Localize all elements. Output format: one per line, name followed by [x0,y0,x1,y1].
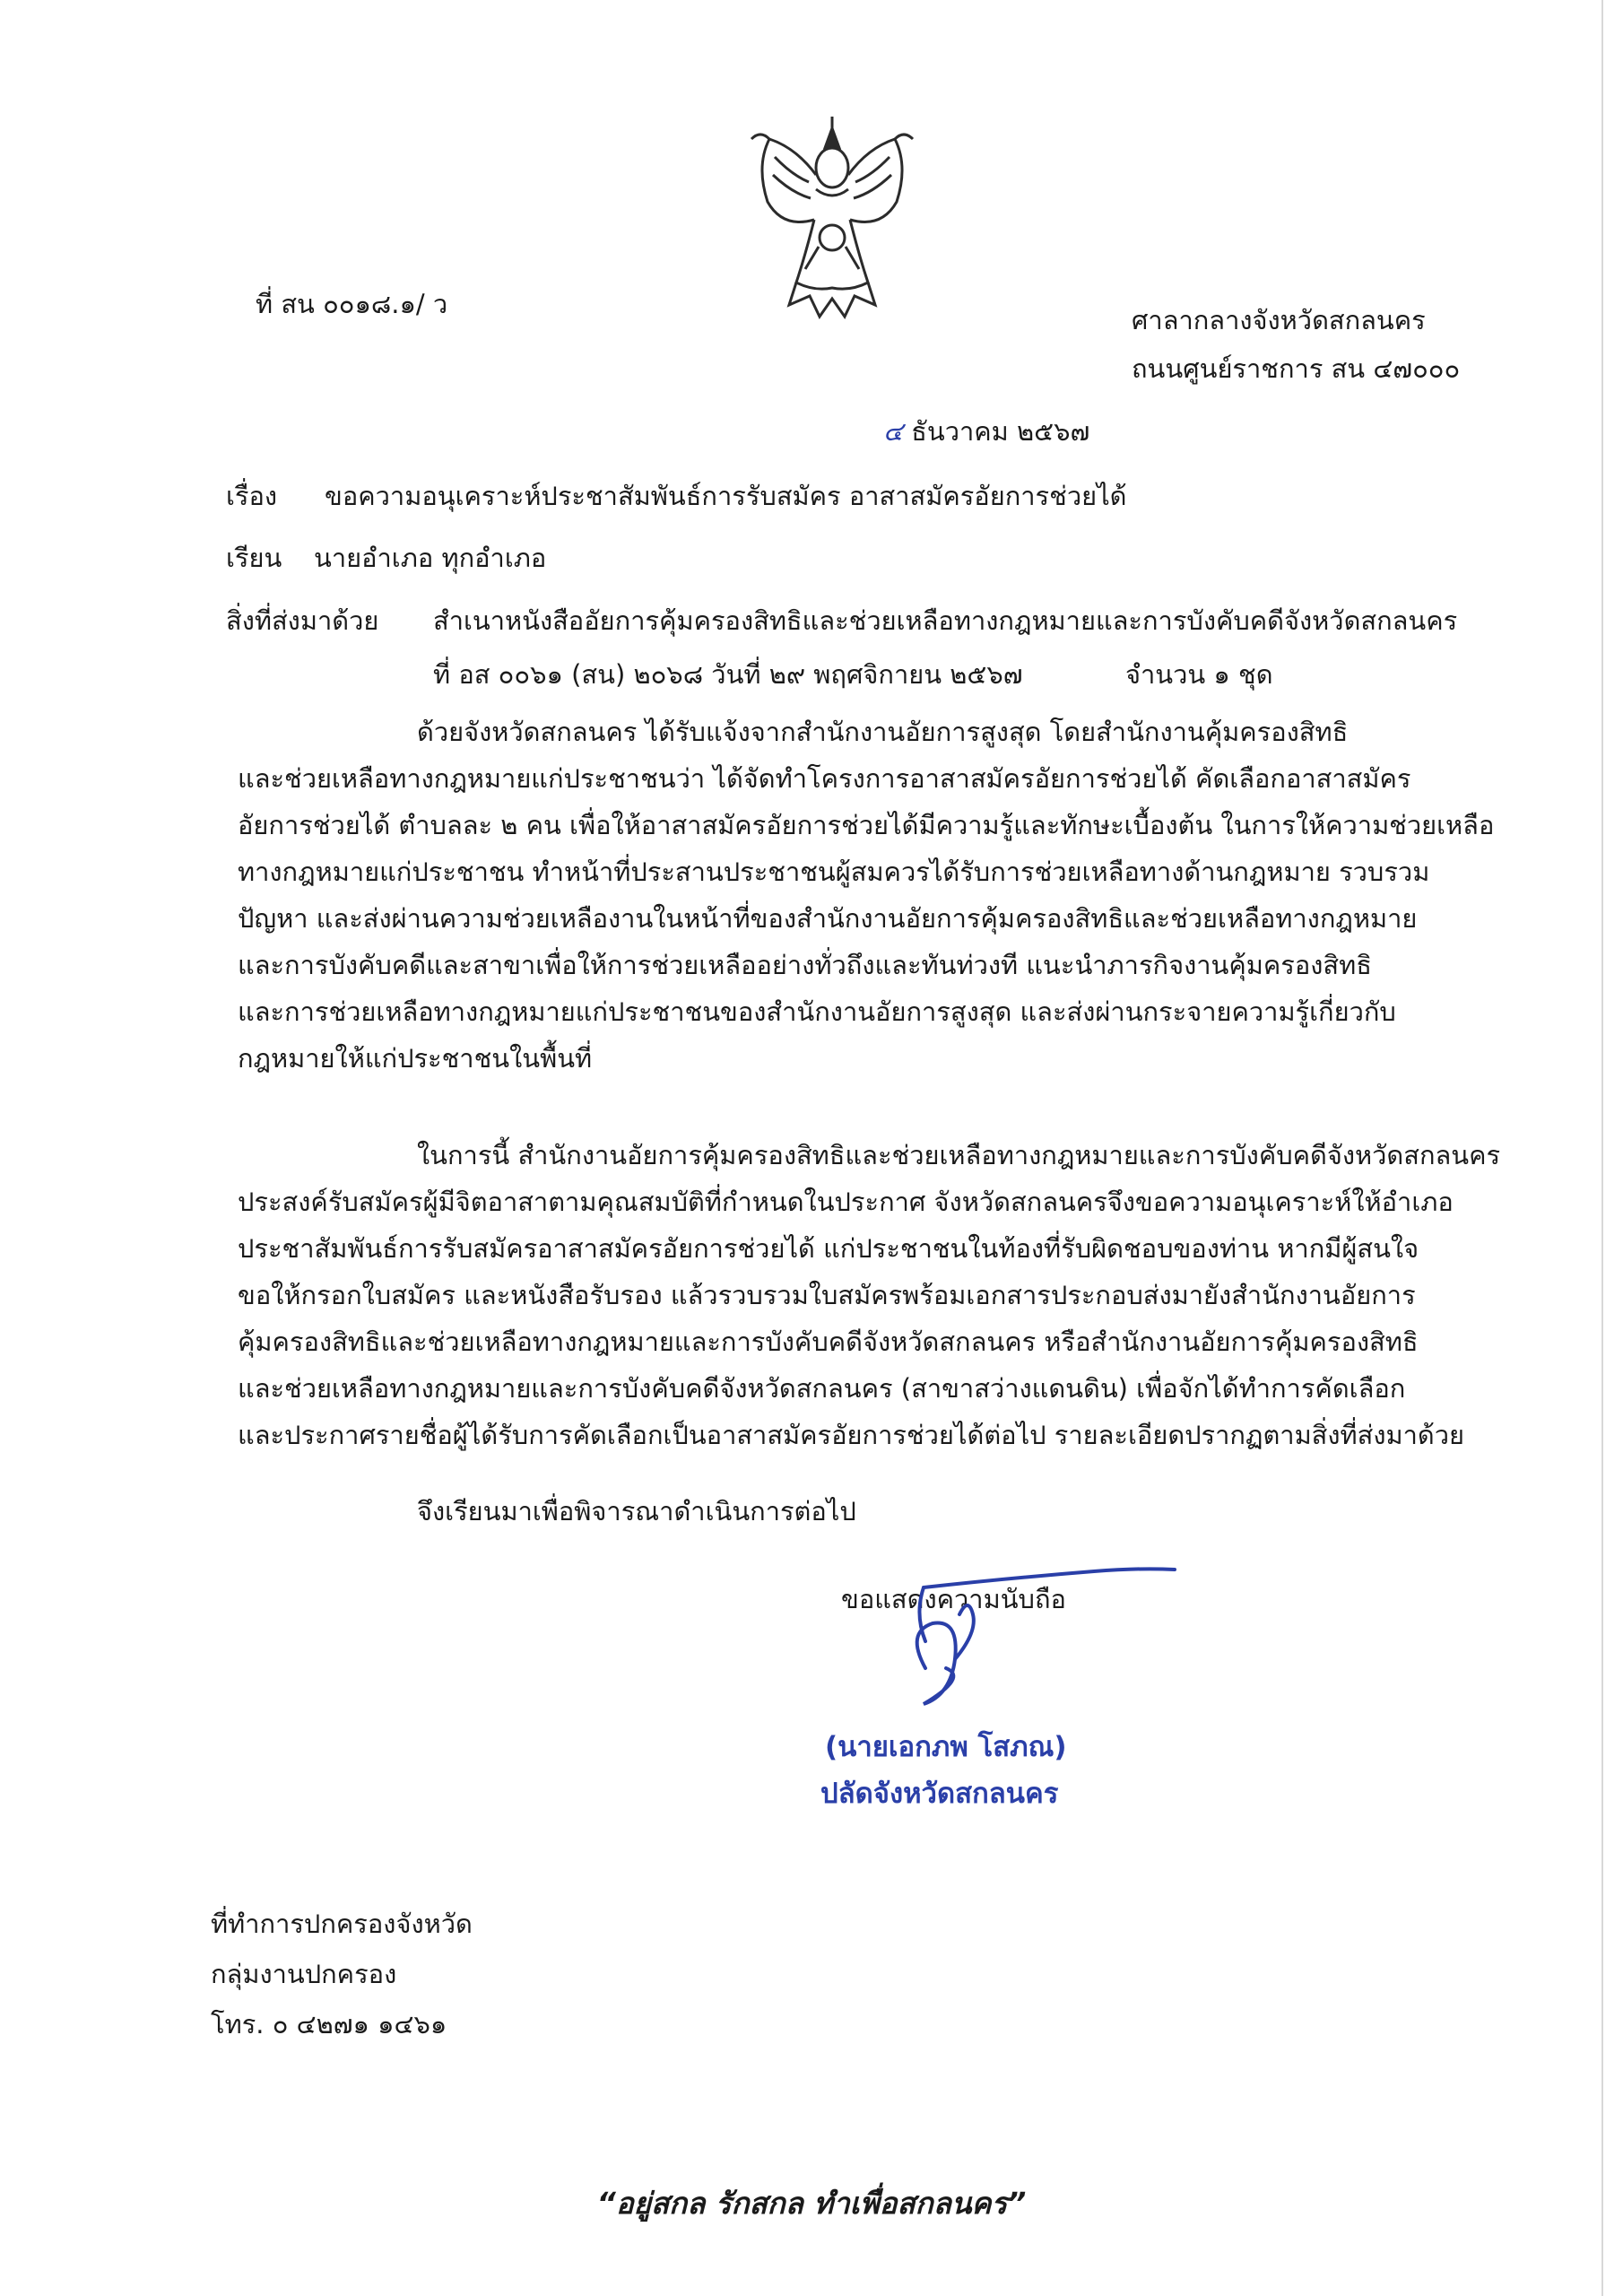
to-label: เรียน [226,543,282,573]
body-paragraph-1 [238,709,1494,1082]
sender-address-line1: ศาลากลางจังหวัดสกลนคร [1132,305,1426,335]
enclosure-line2: ที่ อส ๐๐๖๑ (สน) ๒๐๖๘ วันที่ ๒๙ พฤศจิกายน ๒๕๖๗ [433,659,1023,690]
closing-request: จึงเรียนมาเพื่อพิจารณาดำเนินการต่อไป [417,1496,856,1526]
paragraph-line: ประชาสัมพันธ์การรับสมัครอาสาสมัครอัยการช่วยได้ แก่ประชาชนในท้องที่รับผิดชอบของท่าน หากมีผู้สนใจ [238,1233,1419,1264]
body-paragraph-2 [238,1132,1500,1458]
signatory-name: (นายเอกภพ โสภณ) [825,1731,1067,1763]
paragraph-line: คุ้มครองสิทธิและช่วยเหลือทางกฎหมายและการบังคับคดีจังหวัดสกลนคร หรือสำนักงานอัยการคุ้มครองสิทธิ [238,1326,1419,1357]
enclosure-count: จำนวน ๑ ชุด [1125,659,1273,690]
signatory-title: ปลัดจังหวัดสกลนคร [820,1778,1059,1810]
paragraph-line: ด้วยจังหวัดสกลนคร ได้รับแจ้งจากสำนักงานอัยการสูงสุด โดยสำนักงานคุ้มครองสิทธิ [417,717,1349,747]
subject-text: ขอความอนุเคราะห์ประชาสัมพันธ์การรับสมัคร อาสาสมัครอัยการช่วยได้ [325,481,1127,511]
paragraph-line: อัยการช่วยได้ ตำบลละ ๒ คน เพื่อให้อาสาสมัครอัยการช่วยได้มีความรู้และทักษะเบื้องต้น ในการให้ความช่วยเหลือ [238,810,1495,840]
paragraph-line: ทางกฎหมายแก่ประชาชน ทำหน้าที่ประสานประชาชนผู้สมควรได้รับการช่วยเหลือทางด้านกฎหมาย รวบรวม [238,857,1430,887]
paragraph-line: ประสงค์รับสมัครผู้มีจิตอาสาตามคุณสมบัติที่กำหนดในประกาศ จังหวัดสกลนครจึงขอความอนุเคราะห์ให้อำเภอ [238,1187,1454,1217]
reference-number [256,289,447,320]
paragraph-line: และช่วยเหลือทางกฎหมายและการบังคับคดีจังหวัดสกลนคร (สาขาสว่างแดนดิน) เพื่อจักได้ทำการคัดเลือก [238,1373,1406,1404]
enclosure-label: สิ่งที่ส่งมาด้วย [226,605,379,636]
office-line1: ที่ทำการปกครองจังหวัด [211,1909,473,1939]
salutation: ขอแสดงความนับถือ [841,1584,1066,1614]
date-month-year: ธันวาคม ๒๕๖๗ [911,416,1090,447]
office-phone: โทร. ๐ ๔๒๗๑ ๑๔๖๑ [211,2009,447,2039]
garuda-emblem [742,112,922,336]
provincial-motto: “อยู่สกล รักสกล ทำเพื่อสกลนคร” [596,2186,1027,2221]
reference-printed: ที่ สน ๐๐๑๘.๑/ ว [256,289,448,319]
paragraph-line: และการช่วยเหลือทางกฎหมายแก่ประชาชนของสำนักงานอัยการสูงสุด และส่งผ่านกระจายความรู้เกี่ยวกับ [238,996,1396,1027]
subject-label: เรื่อง [226,481,278,511]
date-day-handwritten: ๔ [883,416,903,447]
paragraph-line: ขอให้กรอกใบสมัคร และหนังสือรับรอง แล้วรวบรวมใบสมัครพร้อมเอกสารประกอบส่งมายังสำนักงานอัยการ [238,1280,1416,1310]
enclosure-line1: สำเนาหนังสืออัยการคุ้มครองสิทธิและช่วยเหลือทางกฎหมายและการบังคับคดีจังหวัดสกลนคร [433,605,1458,636]
date-line [883,416,1089,448]
paragraph-line: และช่วยเหลือทางกฎหมายแก่ประชาชนว่า ได้จัดทำโครงการอาสาสมัครอัยการช่วยได้ คัดเลือกอาสาสมัคร [238,763,1411,794]
paragraph-line: กฎหมายให้แก่ประชาชนในพื้นที่ [238,1043,593,1074]
office-line2: กลุ่มงานปกครอง [211,1959,397,1989]
paragraph-line: และการบังคับคดีและสาขาเพื่อให้การช่วยเหลืออย่างทั่วถึงและทันท่วงที แนะนำภารกิจงานคุ้มครองสิทธิ [238,950,1372,980]
paragraph-line: ในการนี้ สำนักงานอัยการคุ้มครองสิทธิและช่วยเหลือทางกฎหมายและการบังคับคดีจังหวัดสกลนคร [417,1140,1501,1170]
to-text: นายอำเภอ ทุกอำเภอ [314,543,547,573]
handwritten-signature [870,1561,1202,1722]
paragraph-line: ปัญหา และส่งผ่านความช่วยเหลืองานในหน้าที่ของสำนักงานอัยการคุ้มครองสิทธิและช่วยเหลือทางกฎหมาย [238,903,1418,934]
sender-address-line2: ถนนศูนย์ราชการ สน ๔๗๐๐๐ [1132,353,1461,384]
paragraph-line: และประกาศรายชื่อผู้ได้รับการคัดเลือกเป็นอาสาสมัครอัยการช่วยได้ต่อไป รายละเอียดปรากฏตามสิ่งที่ส่งมาด้วย [238,1420,1465,1450]
page-edge-line [1601,0,1603,2296]
